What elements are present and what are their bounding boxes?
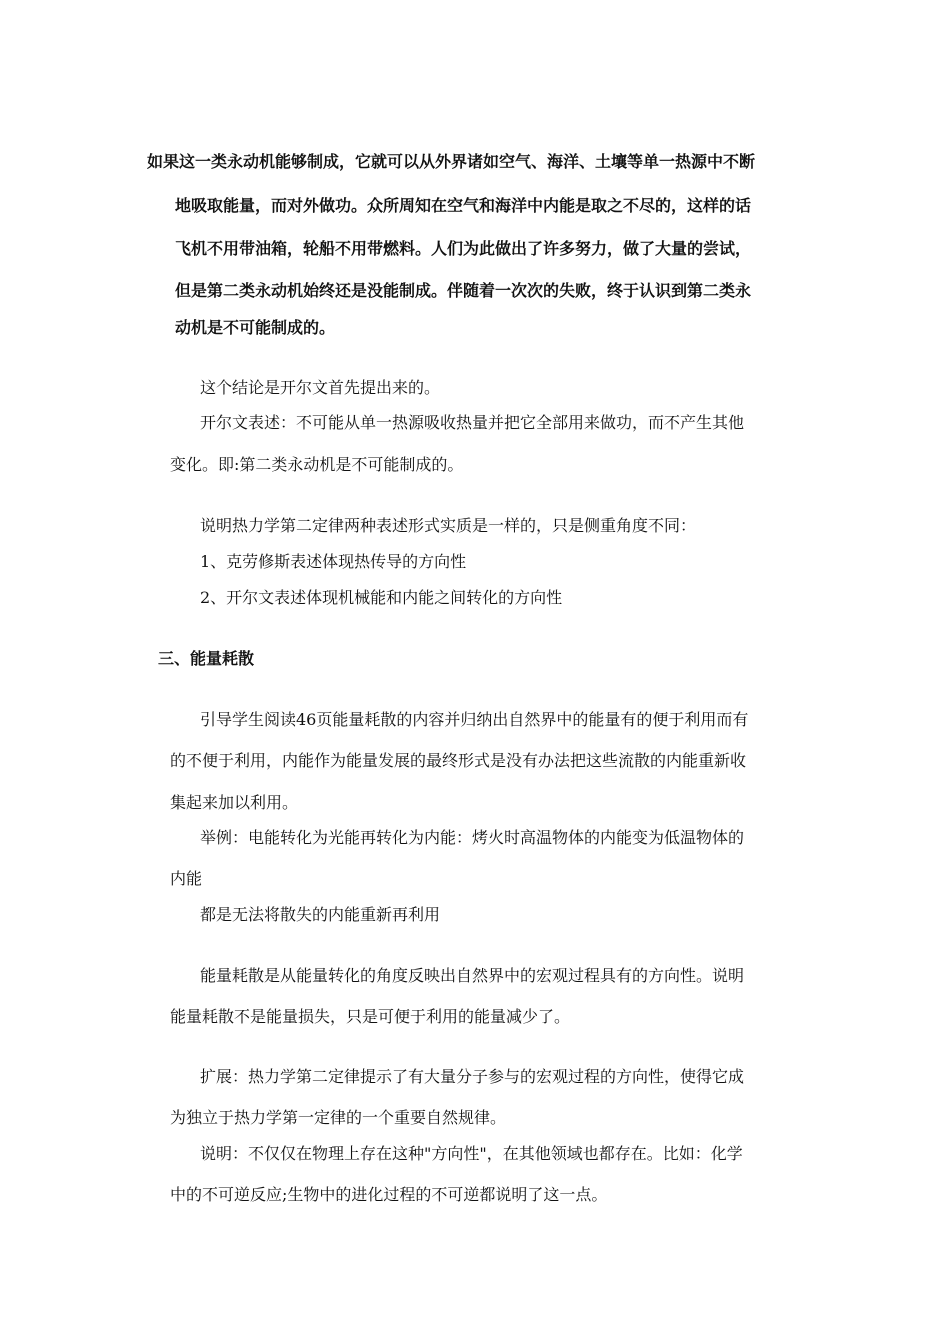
example-paragraph-line: 举例：电能转化为光能再转化为内能：烤火时高温物体的内能变为低温物体的: [200, 828, 745, 847]
kelvin-statement-line: 变化。即:第二类永动机是不可能制成的。: [170, 455, 464, 474]
note-paragraph-line: 中的不可逆反应;生物中的进化过程的不可逆都说明了这一点。: [170, 1185, 608, 1204]
extension-paragraph-line: 为独立于热力学第一定律的一个重要自然规律。: [170, 1108, 507, 1127]
section-heading: 三、能量耗散: [158, 649, 255, 668]
point-item: 1、克劳修斯表述体现热传导的方向性: [200, 552, 467, 571]
note-paragraph-line: 说明：不仅仅在物理上存在这种"方向性"，在其他领域也都存在。比如：化学: [200, 1144, 743, 1163]
extension-paragraph-line: 扩展：热力学第二定律提示了有大量分子参与的宏观过程的方向性，使得它成: [200, 1067, 745, 1086]
guide-paragraph-line: 引导学生阅读46页能量耗散的内容并归纳出自然界中的能量有的便于利用而有: [200, 710, 749, 729]
bold-paragraph-line: 如果这一类永动机能够制成，它就可以从外界诸如空气、海洋、土壤等单一热源中不断: [147, 152, 756, 171]
example-paragraph-line: 内能: [170, 869, 203, 888]
bold-paragraph-line: 但是第二类永动机始终还是没能制成。伴随着一次次的失败，终于认识到第二类永: [175, 281, 752, 300]
guide-paragraph-line: 的不便于利用，内能作为能量发展的最终形式是没有办法把这些流散的内能重新收: [170, 751, 747, 770]
kelvin-origin-text: 这个结论是开尔文首先提出来的。: [200, 378, 441, 397]
explanation-intro-text: 说明热力学第二定律两种表述形式实质是一样的，只是侧重角度不同：: [200, 516, 697, 535]
bold-paragraph-line: 飞机不用带油箱，轮船不用带燃料。人们为此做出了许多努力，做了大量的尝试，: [175, 239, 752, 258]
bold-paragraph-line: 地吸取能量，而对外做功。众所周知在空气和海洋中内能是取之不尽的，这样的话: [175, 196, 752, 215]
cannot-reuse-text: 都是无法将散失的内能重新再利用: [200, 905, 441, 924]
guide-paragraph-line: 集起来加以利用。: [170, 793, 299, 812]
kelvin-statement-line: 开尔文表述：不可能从单一热源吸收热量并把它全部用来做功，而不产生其他: [200, 413, 745, 432]
point-item: 2、开尔文表述体现机械能和内能之间转化的方向性: [200, 588, 563, 607]
bold-paragraph-line: 动机是不可能制成的。: [175, 318, 336, 337]
dissipation-paragraph-line: 能量耗散是从能量转化的角度反映出自然界中的宏观过程具有的方向性。说明: [200, 966, 745, 985]
dissipation-paragraph-line: 能量耗散不是能量损失，只是可便于利用的能量减少了。: [170, 1007, 571, 1026]
